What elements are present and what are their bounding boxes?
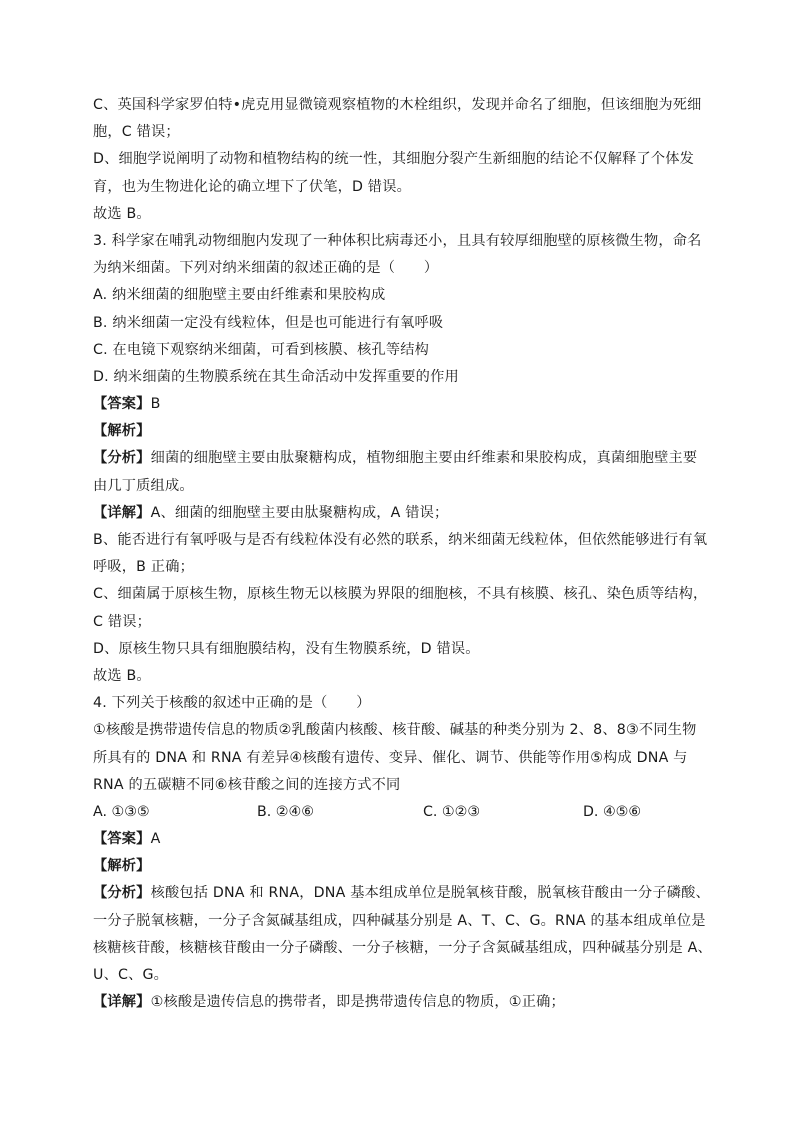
q3-fenxi-line2: 由几丁质组成。 <box>93 477 194 494</box>
q4-option-a: A. ①③⑤ <box>93 803 150 820</box>
q4-fenxi-line2: 一分子脱氧核糖，一分子含氮碱基组成，四种碱基分别是 A、T、C、G。RNA 的基本组成单位是 <box>93 912 706 929</box>
q4-stem: 4. 下列关于核酸的叙述中正确的是（ ） <box>93 695 371 712</box>
q3-stem-line2: 为纳米细菌。下列对纳米细菌的叙述正确的是（ ） <box>93 260 439 277</box>
prev-c-line2: 胞，C 错误； <box>93 124 180 141</box>
q4-detail-1 <box>93 989 705 1016</box>
q3-conclusion: 故选 B。 <box>93 667 151 684</box>
q4-fenxi-line1 <box>93 880 710 907</box>
q4-answer-value: A <box>150 831 161 848</box>
q3-answer-value: B <box>150 396 161 413</box>
q3-fenxi-tag: 【分析】 <box>93 450 151 467</box>
prev-c-line1: C、英国科学家罗伯特•虎克用显微镜观察植物的木栓组织，发现并命名了细胞，但该细胞为死细 <box>93 97 702 113</box>
q4-options <box>93 799 705 826</box>
q4-answer <box>93 826 705 853</box>
q3-analysis-tag: 【解析】 <box>93 423 151 440</box>
q4-fenxi-tag: 【分析】 <box>93 885 151 902</box>
q4-analysis <box>93 853 705 880</box>
q4-items-line1: ①核酸是携带遗传信息的物质②乳酸菌内核酸、核苷酸、碱基的种类分别为 2、8、8③不同生物 <box>93 722 697 739</box>
q4-option-b: B. ②④⑥ <box>257 803 314 820</box>
q4-answer-tag: 【答案】 <box>93 831 151 848</box>
q4-analysis-tag: 【解析】 <box>93 858 151 875</box>
q3-detail-a-text: A、细菌的细胞壁主要由肽聚糖构成，A 错误； <box>150 504 449 521</box>
q3-detail-b1: B、能否进行有氧呼吸与是否有线粒体没有必然的联系，纳米细菌无线粒体，但依然能够进行有氧 <box>93 532 708 548</box>
q3-detail-c2: C 错误； <box>93 613 151 630</box>
q4-detail-tag: 【详解】 <box>93 994 151 1011</box>
q4-fenxi-line3: 核糖核苷酸，核糖核苷酸由一分子磷酸、一分子核糖，一分子含氮碱基组成，四种碱基分别是 A、 <box>93 939 712 956</box>
q3-answer-tag: 【答案】 <box>93 396 151 413</box>
prev-conclusion: 故选 B。 <box>93 205 151 222</box>
prev-d-line1: D、细胞学说阐明了动物和植物结构的统一性，其细胞分裂产生新细胞的结论不仅解释了个体发 <box>93 151 695 168</box>
q4-detail-1-text: ①核酸是遗传信息的携带者，即是携带遗传信息的物质，①正确； <box>150 994 565 1011</box>
q3-option-c: C. 在电镜下观察纳米细菌，可看到核膜、核孔等结构 <box>93 341 430 358</box>
q3-analysis <box>93 418 705 445</box>
q3-detail-a <box>93 500 705 527</box>
q4-fenxi-line4: U、C、G。 <box>93 967 169 983</box>
q4-items-line3: RNA 的五碳糖不同⑥核苷酸之间的连接方式不同 <box>93 776 401 793</box>
q3-answer <box>93 391 705 418</box>
q3-detail-b2: 呼吸，B 正确； <box>93 559 194 576</box>
q3-stem-line1: 3. 科学家在哺乳动物细胞内发现了一种体积比病毒还小，且具有较厚细胞壁的原核微生物，命名 <box>93 232 702 249</box>
prev-d-line2: 育，也为生物进化论的确立埋下了伏笔，D 错误。 <box>93 178 411 195</box>
q3-fenxi-text: 细菌的细胞壁主要由肽聚糖构成，植物细胞主要由纤维素和果胶构成，真菌细胞壁主要 <box>150 450 698 467</box>
q4-option-d: D. ④⑤⑥ <box>583 803 642 820</box>
document-page <box>93 92 712 1016</box>
q4-option-c: C. ①②③ <box>423 803 481 820</box>
q3-option-b: B. 纳米细菌一定没有线粒体，但是也可能进行有氧呼吸 <box>93 314 444 331</box>
q3-detail-tag: 【详解】 <box>93 504 151 521</box>
q3-detail-d: D、原核生物只具有细胞膜结构，没有生物膜系统，D 错误。 <box>93 640 480 657</box>
q4-fenxi-text: 核酸包括 DNA 和 RNA，DNA 基本组成单位是脱氧核苷酸，脱氧核苷酸由一分子磷酸、 <box>150 885 710 902</box>
q4-items-line2: 所具有的 DNA 和 RNA 有差异④核酸有遗传、变异、催化、调节、供能等作用⑤构成 DNA 与 <box>93 749 688 766</box>
q3-fenxi-line1 <box>93 445 705 472</box>
q3-detail-c1: C、细菌属于原核生物，原核生物无以核膜为界限的细胞核，不具有核膜、核孔、染色质等结构， <box>93 586 708 603</box>
q3-option-a: A. 纳米细菌的细胞壁主要由纤维素和果胶构成 <box>93 287 386 304</box>
q3-option-d: D. 纳米细菌的生物膜系统在其生命活动中发挥重要的作用 <box>93 368 459 385</box>
